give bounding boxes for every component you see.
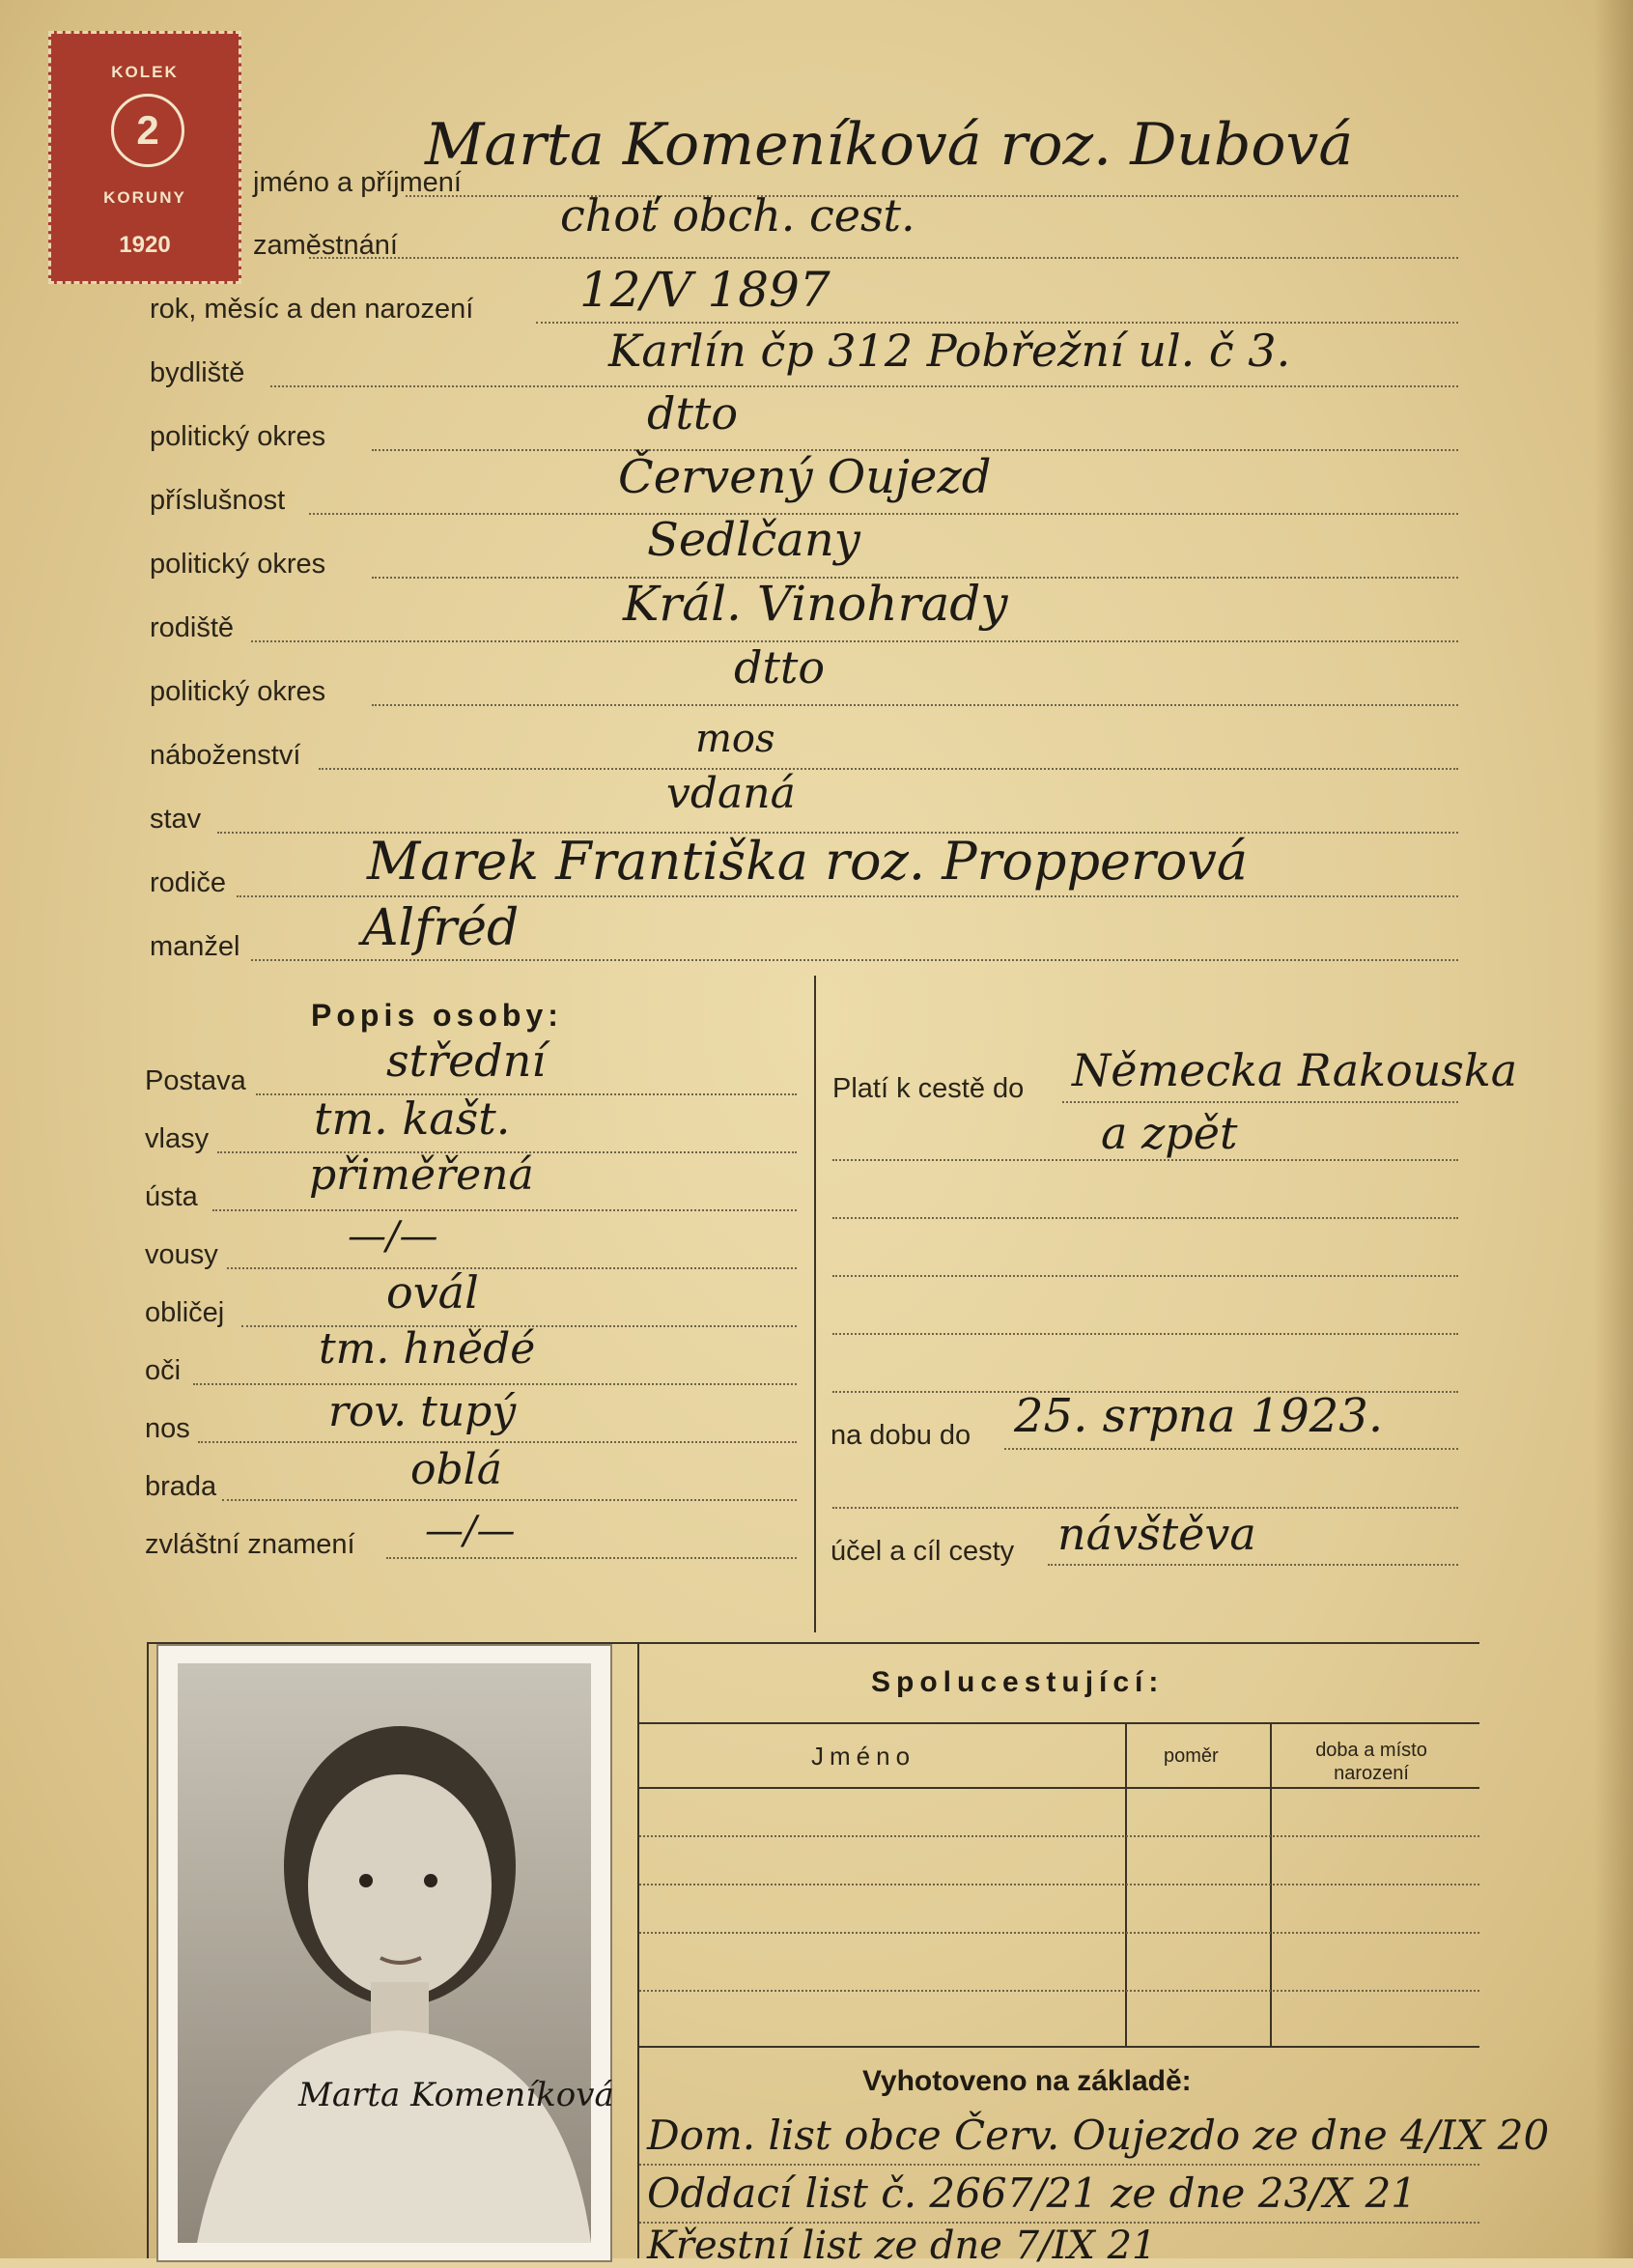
revenue-stamp: [48, 31, 241, 284]
dotted-line: [193, 1383, 797, 1385]
label-mouth: ústa: [145, 1181, 198, 1212]
label-political-district-1: politický okres: [150, 421, 326, 452]
value-purpose: návštěva: [1057, 1508, 1256, 1560]
dotted-line: [251, 640, 1458, 642]
companions-left-border: [637, 1642, 639, 2258]
dotted-line: [212, 1209, 797, 1211]
label-face: obličej: [145, 1297, 225, 1328]
stamp-bottom-text: KORUNY: [103, 188, 186, 207]
dotted-line: [1048, 1564, 1458, 1566]
label-build: Postava: [145, 1065, 246, 1096]
stamp-top-text: KOLEK: [111, 63, 179, 81]
issued-line-1: Dom. list obce Červ. Oujezdo ze dne 4/IX 20: [647, 2112, 1550, 2159]
dotted-line: [309, 257, 1458, 259]
dotted-line: [251, 959, 1458, 961]
label-birthplace: rodiště: [150, 612, 235, 643]
dotted-line: [319, 768, 1458, 770]
column-name: Jméno: [811, 1742, 916, 1771]
value-period: 25. srpna 1923.: [1014, 1389, 1384, 1443]
issued-row-line: [639, 2164, 1479, 2166]
value-nose: rov. tupý: [328, 1387, 517, 1436]
value-political-district-1: dtto: [647, 387, 739, 439]
description-heading: Popis osoby:: [311, 998, 563, 1033]
dotted-line: [222, 1499, 797, 1501]
portrait-figure: [178, 1663, 591, 2243]
dotted-line: [198, 1441, 797, 1443]
label-chin: brada: [145, 1471, 217, 1502]
dotted-line: [536, 322, 1458, 324]
value-chin: oblá: [410, 1445, 502, 1494]
companions-header-bottom: [639, 1787, 1479, 1789]
label-residence: bydliště: [150, 357, 245, 388]
dotted-line: [270, 385, 1458, 387]
dotted-line: [237, 895, 1458, 897]
label-hair: vlasy: [145, 1123, 210, 1154]
label-political-district-3: politický okres: [150, 676, 326, 707]
column-relation: poměr: [1164, 1745, 1219, 1767]
dotted-line: [832, 1217, 1458, 1219]
label-political-district-2: politický okres: [150, 549, 326, 580]
dotted-line: [832, 1159, 1458, 1161]
label-spouse: manžel: [150, 931, 240, 962]
value-parents: Marek Františka roz. Propperová: [367, 831, 1249, 892]
value-political-district-2: Sedlčany: [647, 513, 860, 567]
companions-row-line: [639, 1884, 1479, 1885]
value-religion: mos: [695, 717, 775, 761]
companions-row-line: [639, 1835, 1479, 1837]
dotted-line: [832, 1333, 1458, 1335]
value-valid-for-2: a zpět: [1101, 1107, 1238, 1159]
portrait-image: [178, 1663, 614, 2243]
label-name: jméno a příjmení: [253, 167, 462, 198]
value-marital-status: vdaná: [666, 769, 796, 818]
value-face: ovál: [386, 1266, 479, 1318]
issued-heading: Vyhotoveno na základě:: [862, 2065, 1192, 2097]
dotted-line: [372, 704, 1458, 706]
value-citizenship: Červený Oujezd: [618, 450, 992, 504]
value-build: střední: [386, 1035, 547, 1087]
companions-bottom: [639, 2046, 1479, 2048]
stamp-value: 2: [111, 94, 184, 167]
dotted-line: [832, 1275, 1458, 1277]
column-divider: [814, 976, 816, 1632]
issued-line-2: Oddací list č. 2667/21 ze dne 23/X 21: [647, 2169, 1418, 2217]
label-marital-status: stav: [150, 804, 202, 835]
value-political-district-3: dtto: [734, 641, 826, 694]
label-valid-for: Platí k cestě do: [832, 1073, 1025, 1104]
value-distinguishing-marks: —/—: [425, 1509, 516, 1553]
value-name: Marta Komeníková roz. Dubová: [425, 111, 1354, 179]
label-parents: rodiče: [150, 867, 226, 898]
value-spouse: Alfréd: [362, 899, 520, 957]
value-residence: Karlín čp 312 Pobřežní ul. č 3.: [608, 325, 1291, 377]
value-beard: —/—: [348, 1214, 438, 1259]
issued-line-3: Křestní list ze dne 7/IX 21: [647, 2224, 1157, 2268]
label-religion: náboženství: [150, 740, 301, 771]
label-eyes: oči: [145, 1355, 182, 1386]
dotted-line: [1062, 1101, 1458, 1103]
label-beard: vousy: [145, 1239, 218, 1270]
label-occupation: zaměstnání: [253, 230, 398, 261]
value-eyes: tm. hnědé: [319, 1324, 536, 1374]
value-mouth: přiměřená: [309, 1150, 534, 1200]
photo-signature: Marta Komeníková: [298, 2076, 614, 2114]
label-citizenship: příslušnost: [150, 485, 286, 516]
label-nose: nos: [145, 1413, 190, 1444]
companions-row-line: [639, 1990, 1479, 1992]
dotted-line: [227, 1267, 797, 1269]
column-birth: doba a místo narození: [1315, 1740, 1427, 1784]
companions-heading: Spolucestující:: [871, 1666, 1165, 1698]
portrait-photo: [156, 1644, 612, 2262]
label-distinguishing-marks: zvláštní znamení: [145, 1529, 355, 1560]
value-valid-for: Německa Rakouska: [1072, 1044, 1518, 1096]
label-birth-date: rok, měsíc a den narození: [150, 294, 474, 325]
dotted-line: [309, 513, 1458, 515]
companions-row-line: [639, 1932, 1479, 1934]
dotted-line: [386, 1557, 797, 1559]
dotted-line: [1004, 1448, 1458, 1450]
label-period: na dobu do: [831, 1420, 971, 1451]
companions-header-top: [639, 1722, 1479, 1724]
value-birth-date: 12/V 1897: [579, 262, 831, 318]
stamp-year: 1920: [119, 232, 171, 258]
value-birthplace: Král. Vinohrady: [623, 576, 1008, 632]
value-hair: tm. kašt.: [314, 1092, 511, 1145]
label-purpose: účel a cíl cesty: [831, 1536, 1015, 1567]
frame-left: [147, 1642, 149, 2258]
value-occupation: choť obch. cest.: [560, 189, 915, 241]
